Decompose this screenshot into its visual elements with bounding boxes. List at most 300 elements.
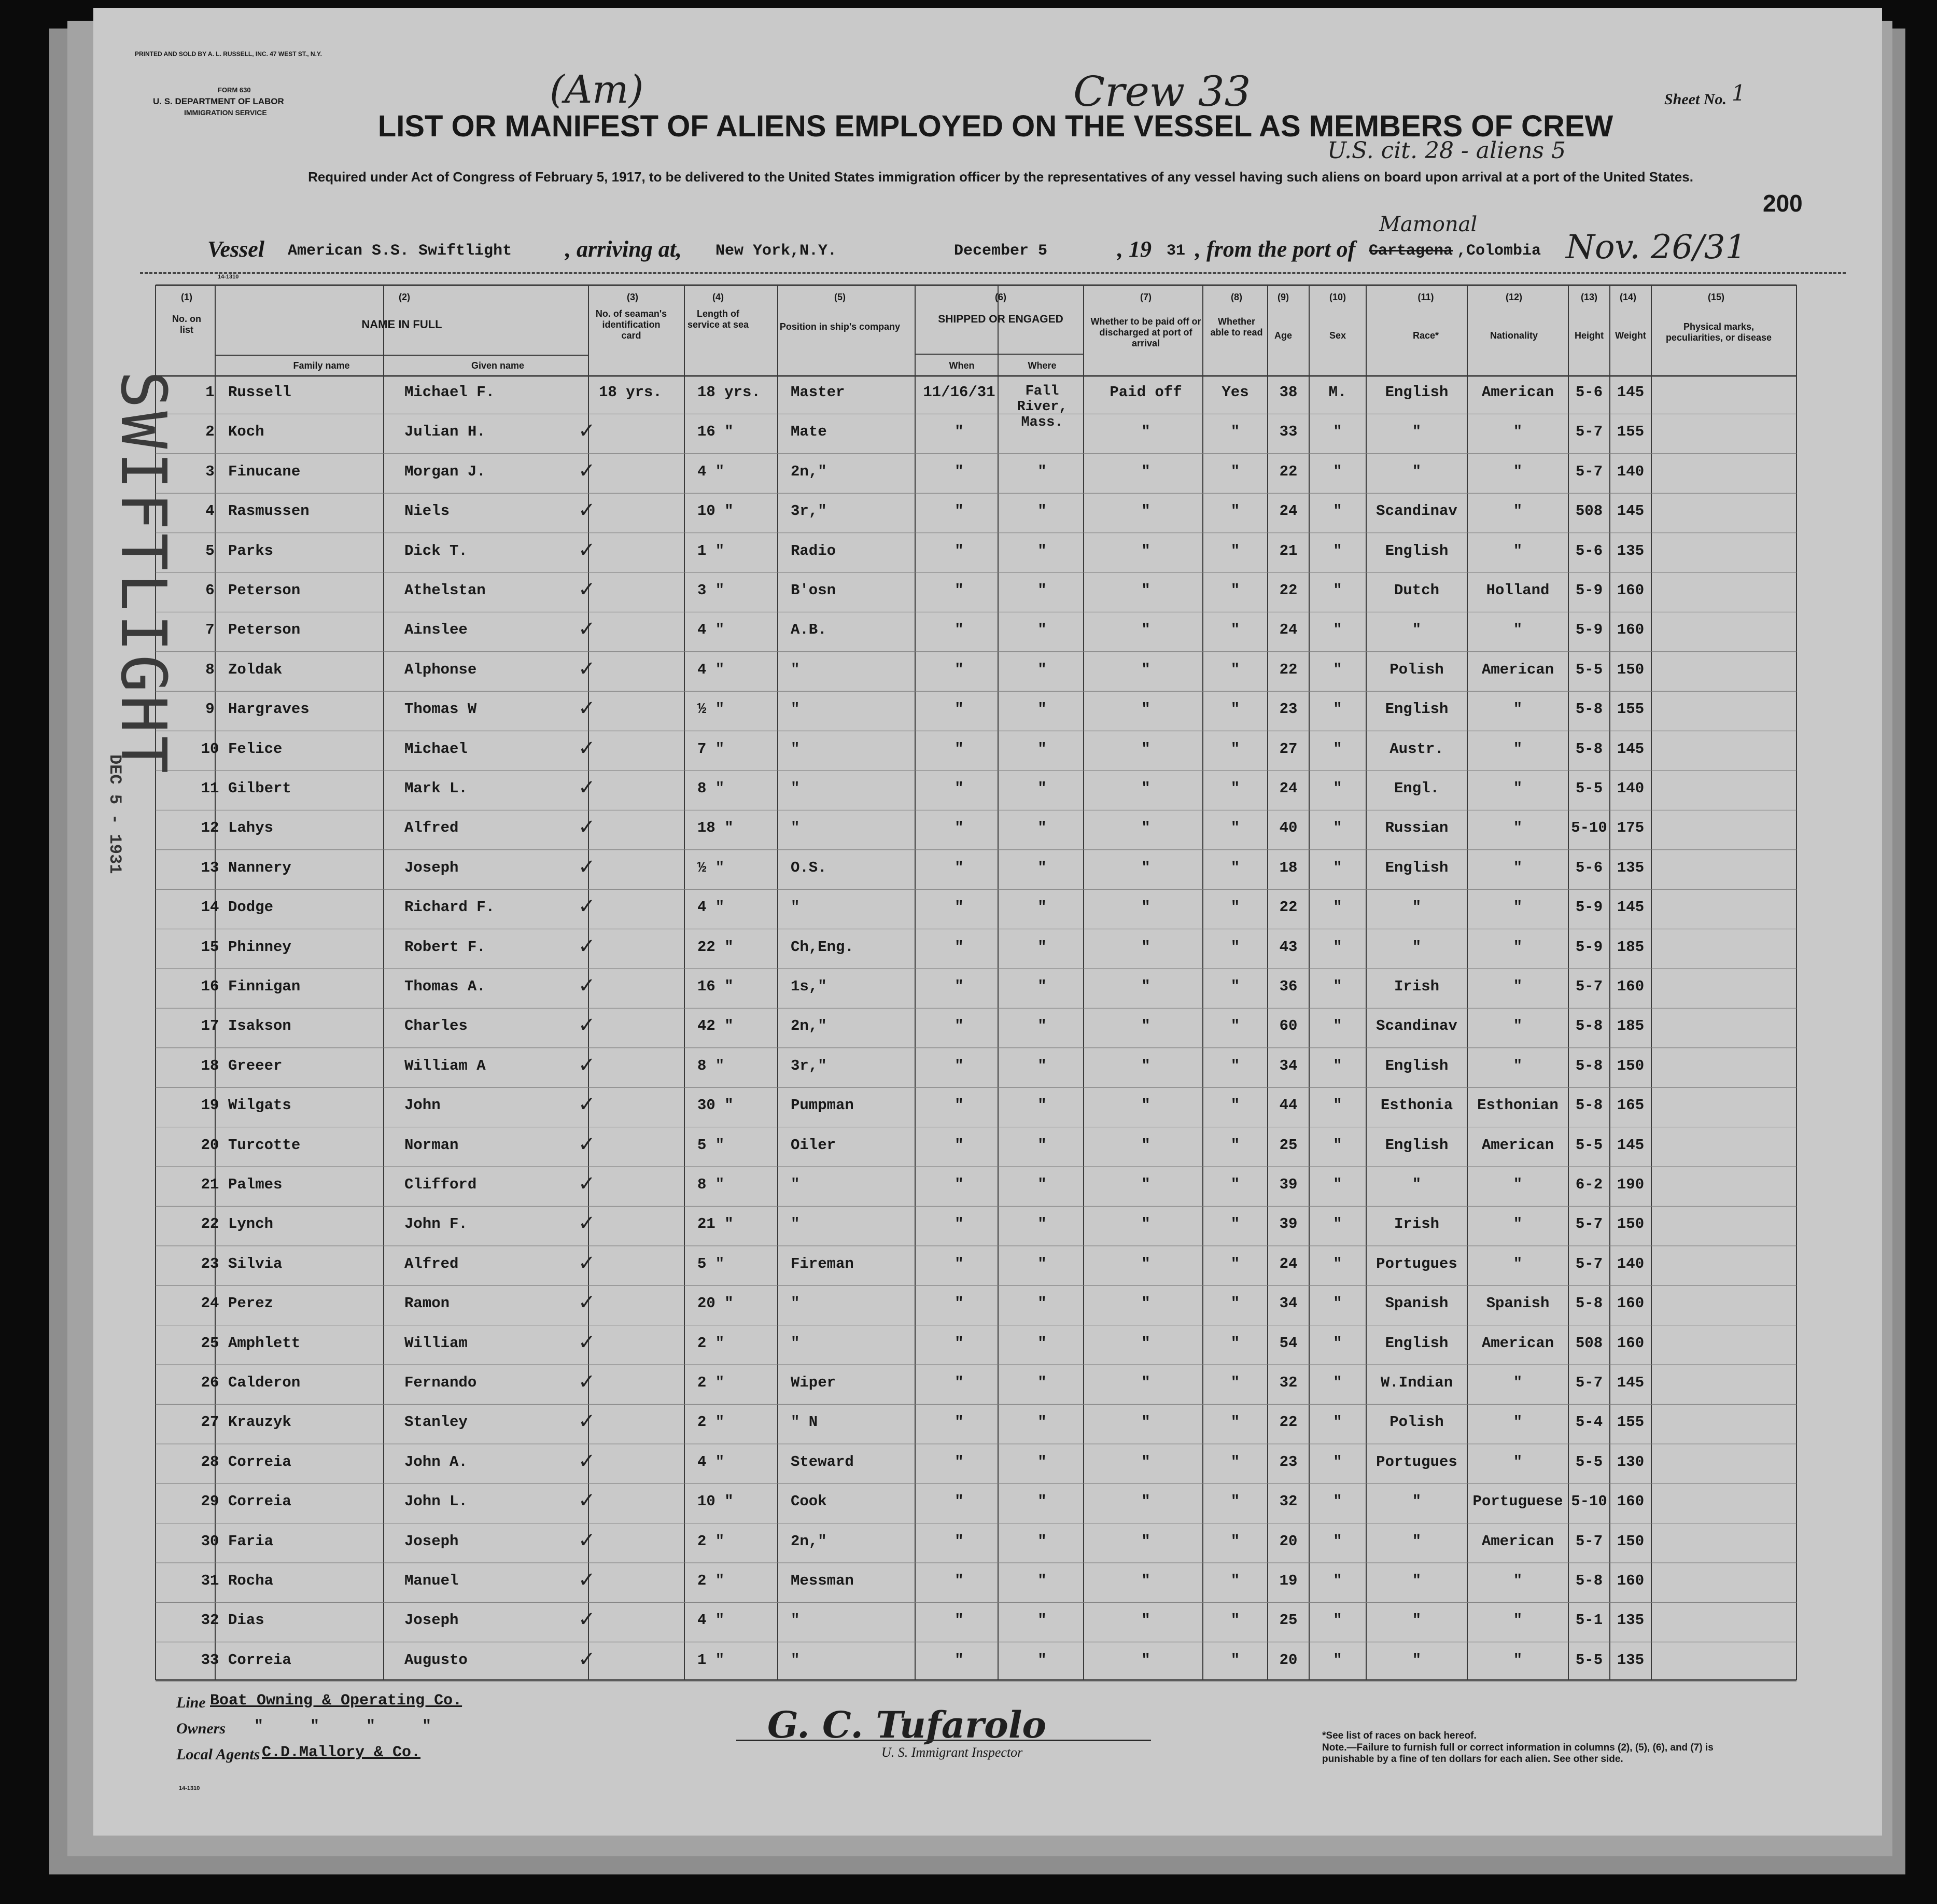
shipped-when: " <box>955 1295 964 1312</box>
family-name: Dodge <box>228 899 274 916</box>
row-number: 4 <box>205 502 215 520</box>
given-name: Morgan J. <box>404 463 486 480</box>
shipped-where: " <box>1037 1295 1047 1312</box>
arrival-port: New York,N.Y. <box>715 242 837 260</box>
height: 5-6 <box>1575 384 1603 401</box>
position: " <box>791 780 800 797</box>
paid-off: " <box>1141 542 1150 559</box>
nationality: American <box>1481 384 1554 401</box>
shipped-where: " <box>1037 1136 1047 1154</box>
shipped-when: " <box>955 1136 964 1154</box>
given-name: Robert F. <box>404 938 486 956</box>
check-mark-icon: ✓ <box>578 855 596 879</box>
row-number: 18 <box>201 1057 219 1074</box>
inspector-label: U. S. Immigrant Inspector <box>881 1745 1023 1760</box>
length-of-service: 8 " <box>697 780 725 797</box>
height: 508 <box>1575 1334 1603 1352</box>
port-correction: Mamonal <box>1379 213 1478 236</box>
age: 44 <box>1279 1097 1298 1114</box>
sex: " <box>1333 1572 1342 1589</box>
given-name: William A <box>404 1057 486 1074</box>
length-of-service: 3 " <box>697 582 725 599</box>
given-name: Augusto <box>404 1651 468 1669</box>
height: 5-9 <box>1575 621 1603 639</box>
able-to-read: " <box>1230 661 1240 678</box>
shipped-when: " <box>955 740 964 758</box>
row-number: 26 <box>201 1374 219 1391</box>
check-mark-icon: ✓ <box>578 934 596 958</box>
shipped-where: " <box>1037 1176 1047 1193</box>
race: Portugues <box>1376 1255 1457 1272</box>
age: 19 <box>1279 1572 1298 1589</box>
arrival-year: 31 <box>1167 242 1186 260</box>
col-num-11: (11) <box>1417 292 1434 302</box>
vessel-name: American S.S. Swiftlight <box>288 242 512 260</box>
check-mark-icon: ✓ <box>578 1568 596 1592</box>
shipped-where: " <box>1037 621 1047 639</box>
sex: " <box>1333 1057 1342 1074</box>
weight: 160 <box>1617 621 1645 639</box>
height: 5-9 <box>1575 938 1603 956</box>
check-mark-icon: ✓ <box>578 1053 596 1077</box>
given-name: Clifford <box>404 1176 477 1193</box>
age: 20 <box>1279 1651 1298 1669</box>
row-number: 22 <box>201 1215 219 1233</box>
family-name: Correia <box>228 1493 291 1510</box>
sex: " <box>1333 938 1342 956</box>
col-num-4: (4) <box>712 292 724 302</box>
sex: " <box>1333 1493 1342 1510</box>
shipped-where: Fall River, Mass. <box>1017 384 1068 430</box>
shipped-where: " <box>1037 899 1047 916</box>
nationality: " <box>1513 780 1523 797</box>
weight: 155 <box>1617 701 1645 718</box>
race: Dutch <box>1394 582 1439 599</box>
row-number: 14 <box>201 899 219 916</box>
length-of-service: ½ " <box>697 701 725 718</box>
sex: " <box>1333 899 1342 916</box>
family-name: Perez <box>228 1295 274 1312</box>
position: Ch,Eng. <box>791 938 854 956</box>
family-name: Krauzyk <box>228 1413 291 1431</box>
length-of-service: 5 " <box>697 1136 725 1154</box>
row-number: 7 <box>205 621 215 639</box>
length-of-service: 8 " <box>697 1176 725 1193</box>
check-mark-icon: ✓ <box>578 498 596 523</box>
family-name: Lahys <box>228 819 274 837</box>
nationality: " <box>1513 1057 1523 1074</box>
shipped-where: " <box>1037 1017 1047 1035</box>
position: Steward <box>791 1453 854 1471</box>
shipped-where: " <box>1037 1334 1047 1352</box>
weight: 155 <box>1617 423 1645 441</box>
age: 22 <box>1279 582 1298 599</box>
nationality: " <box>1513 859 1523 876</box>
height: 5-4 <box>1575 1413 1603 1431</box>
age: 39 <box>1279 1176 1298 1193</box>
able-to-read: " <box>1230 899 1240 916</box>
shipped-where: " <box>1037 1097 1047 1114</box>
length-of-service: 21 " <box>697 1215 734 1233</box>
check-mark-icon: ✓ <box>578 1132 596 1156</box>
paid-off: " <box>1141 1493 1150 1510</box>
age: 60 <box>1279 1017 1298 1035</box>
position: " <box>791 899 800 916</box>
col-num-13: (13) <box>1580 292 1597 302</box>
sex: " <box>1333 1453 1342 1471</box>
position: " <box>791 1334 800 1352</box>
sex: " <box>1333 1612 1342 1629</box>
row-number: 28 <box>201 1453 219 1471</box>
shipped-where: " <box>1037 740 1047 758</box>
crew-annotation: Crew 33 <box>1073 67 1251 116</box>
paid-off: " <box>1141 621 1150 639</box>
race: " <box>1412 1651 1422 1669</box>
given-name: Joseph <box>404 859 459 876</box>
shipped-when: " <box>955 1176 964 1193</box>
paid-off: " <box>1141 978 1150 995</box>
able-to-read: " <box>1230 621 1240 639</box>
nationality: " <box>1513 1572 1523 1589</box>
family-name: Phinney <box>228 938 291 956</box>
family-name: Finnigan <box>228 978 301 995</box>
header-physical-marks: Physical marks, peculiarities, or disease <box>1665 321 1772 343</box>
position: " N <box>791 1413 818 1431</box>
row-number: 8 <box>205 661 215 678</box>
service-name: IMMIGRATION SERVICE <box>184 108 267 117</box>
nationality: " <box>1513 1017 1523 1035</box>
position: B'osn <box>791 582 836 599</box>
shipped-where: " <box>1037 780 1047 797</box>
age: 25 <box>1279 1136 1298 1154</box>
header-where: Where <box>1028 360 1057 371</box>
weight: 145 <box>1617 502 1645 520</box>
family-name: Lynch <box>228 1215 274 1233</box>
row-number: 9 <box>205 701 215 718</box>
length-of-service: 8 " <box>697 1057 725 1074</box>
able-to-read: " <box>1230 859 1240 876</box>
length-of-service: 30 " <box>697 1097 734 1114</box>
shipped-when: " <box>955 1572 964 1589</box>
family-name: Koch <box>228 423 264 441</box>
shipped-where: " <box>1037 938 1047 956</box>
position: A.B. <box>791 621 827 639</box>
check-mark-icon: ✓ <box>578 1013 596 1038</box>
weight: 165 <box>1617 1097 1645 1114</box>
weight: 150 <box>1617 1215 1645 1233</box>
check-mark-icon: ✓ <box>578 736 596 760</box>
family-name: Peterson <box>228 621 301 639</box>
length-of-service: 2 " <box>697 1532 725 1550</box>
check-mark-icon: ✓ <box>578 538 596 562</box>
given-name: Alfred <box>404 1255 459 1272</box>
shipped-where: " <box>1037 1057 1047 1074</box>
height: 5-7 <box>1575 1255 1603 1272</box>
position: Master <box>791 384 845 401</box>
able-to-read: " <box>1230 1572 1240 1589</box>
nationality: " <box>1513 542 1523 559</box>
sex: " <box>1333 819 1342 837</box>
header-nationality: Nationality <box>1490 330 1538 341</box>
family-name: Nannery <box>228 859 291 876</box>
paid-off: " <box>1141 1453 1150 1471</box>
able-to-read: " <box>1230 542 1240 559</box>
weight: 160 <box>1617 1334 1645 1352</box>
paid-off: " <box>1141 1295 1150 1312</box>
shipped-where: " <box>1037 1255 1047 1272</box>
race: " <box>1412 1532 1422 1550</box>
check-mark-icon: ✓ <box>578 1528 596 1552</box>
header-position: Position in ship's company <box>779 321 901 332</box>
shipped-when: " <box>955 1255 964 1272</box>
race: " <box>1412 463 1422 480</box>
paid-off: " <box>1141 1413 1150 1431</box>
race: Russian <box>1385 819 1449 837</box>
position: " <box>791 1651 800 1669</box>
given-name: Joseph <box>404 1612 459 1629</box>
sex: " <box>1333 1651 1342 1669</box>
able-to-read: " <box>1230 1612 1240 1629</box>
sex: " <box>1333 978 1342 995</box>
able-to-read: " <box>1230 1374 1240 1391</box>
check-mark-icon: ✓ <box>578 1211 596 1236</box>
shipped-when: " <box>955 780 964 797</box>
row-number: 11 <box>201 780 219 797</box>
id-card: 18 yrs. <box>599 384 662 401</box>
shipped-when: " <box>955 938 964 956</box>
position: Messman <box>791 1572 854 1589</box>
able-to-read: " <box>1230 1453 1240 1471</box>
header-age: Age <box>1274 330 1292 341</box>
col-num-5: (5) <box>834 292 846 302</box>
struck-port: Cartagena <box>1369 242 1453 260</box>
header-able-read: Whether able to read <box>1210 316 1263 338</box>
given-name: Charles <box>404 1017 468 1035</box>
departure-country: ,Colombia <box>1457 242 1541 260</box>
sex: " <box>1333 1097 1342 1114</box>
paid-off: " <box>1141 1215 1150 1233</box>
row-number: 16 <box>201 978 219 995</box>
able-to-read: " <box>1230 1651 1240 1669</box>
arriving-label: , arriving at, <box>565 236 682 262</box>
shipped-when: " <box>955 978 964 995</box>
family-name: Rasmussen <box>228 502 310 520</box>
shipped-when: 11/16/31 <box>923 384 995 401</box>
able-to-read: " <box>1230 1176 1240 1193</box>
able-to-read: " <box>1230 582 1240 599</box>
shipped-when: " <box>955 1374 964 1391</box>
nationality: Esthonian <box>1477 1097 1559 1114</box>
header-sex: Sex <box>1329 330 1346 341</box>
height: 5-8 <box>1575 740 1603 758</box>
nationality: " <box>1513 978 1523 995</box>
paid-off: " <box>1141 1651 1150 1669</box>
row-number: 19 <box>201 1097 219 1114</box>
header-no-on-list: No. on list <box>172 314 201 335</box>
nationality: " <box>1513 621 1523 639</box>
shipped-where: " <box>1037 701 1047 718</box>
nationality: American <box>1481 661 1554 678</box>
weight: 185 <box>1617 938 1645 956</box>
sex: " <box>1333 1017 1342 1035</box>
height: 5-7 <box>1575 1532 1603 1550</box>
height: 5-10 <box>1571 819 1607 837</box>
paid-off: " <box>1141 780 1150 797</box>
given-name: Dick T. <box>404 542 468 559</box>
weight: 140 <box>1617 1255 1645 1272</box>
given-name: Fernando <box>404 1374 477 1391</box>
shipped-when: " <box>955 1097 964 1114</box>
page-title: LIST OR MANIFEST OF ALIENS EMPLOYED ON THE VESSEL AS MEMBERS OF CREW <box>377 109 1613 143</box>
length-of-service: 18 " <box>697 819 734 837</box>
given-name: Richard F. <box>404 899 495 916</box>
position: 2n," <box>791 1017 827 1035</box>
col-num-9: (9) <box>1278 292 1289 302</box>
position: Wiper <box>791 1374 836 1391</box>
age: 22 <box>1279 899 1298 916</box>
inspector-signature: G. C. Tufarolo <box>767 1703 1047 1746</box>
age: 38 <box>1279 384 1298 401</box>
year-label: , 19 <box>1117 236 1152 262</box>
weight: 160 <box>1617 978 1645 995</box>
given-name: Alfred <box>404 819 459 837</box>
row-number: 17 <box>201 1017 219 1035</box>
weight: 190 <box>1617 1176 1645 1193</box>
check-mark-icon: ✓ <box>578 1093 596 1117</box>
nationality: " <box>1513 899 1523 916</box>
age: 24 <box>1279 621 1298 639</box>
sex: " <box>1333 1255 1342 1272</box>
weight: 160 <box>1617 1295 1645 1312</box>
height: 5-8 <box>1575 1295 1603 1312</box>
header-id-card: No. of seaman's identification card <box>595 309 667 341</box>
age: 40 <box>1279 819 1298 837</box>
paid-off: " <box>1141 859 1150 876</box>
race: " <box>1412 899 1422 916</box>
weight: 145 <box>1617 740 1645 758</box>
position: " <box>791 1176 800 1193</box>
length-of-service: 42 " <box>697 1017 734 1035</box>
age: 54 <box>1279 1334 1298 1352</box>
col-num-6: (6) <box>995 292 1006 302</box>
paid-off: " <box>1141 1017 1150 1035</box>
row-number: 32 <box>201 1612 219 1629</box>
nationality: Spanish <box>1486 1295 1550 1312</box>
able-to-read: " <box>1230 1413 1240 1431</box>
race: Scandinav <box>1376 502 1457 520</box>
age: 32 <box>1279 1493 1298 1510</box>
shipped-where: " <box>1037 1374 1047 1391</box>
family-name: Silvia <box>228 1255 283 1272</box>
nationality: " <box>1513 1413 1523 1431</box>
form-code: 14-1310 <box>218 274 239 280</box>
agents-value: C.D.Mallory & Co. <box>262 1744 421 1761</box>
shipped-where: " <box>1037 1493 1047 1510</box>
position: 2n," <box>791 463 827 480</box>
given-name: Michael F. <box>404 384 495 401</box>
height: 5-6 <box>1575 542 1603 559</box>
nationality: Portuguese <box>1472 1493 1563 1510</box>
length-of-service: 10 " <box>697 502 734 520</box>
shipped-when: " <box>955 423 964 441</box>
shipped-when: " <box>955 1017 964 1035</box>
line-value: Boat Owning & Operating Co. <box>210 1692 462 1710</box>
sex: " <box>1333 582 1342 599</box>
weight: 150 <box>1617 661 1645 678</box>
row-number: 20 <box>201 1136 219 1154</box>
weight: 185 <box>1617 1017 1645 1035</box>
length-of-service: 4 " <box>697 661 725 678</box>
row-number: 12 <box>201 819 219 837</box>
weight: 145 <box>1617 1374 1645 1391</box>
paid-off: " <box>1141 1136 1150 1154</box>
shipped-when: " <box>955 899 964 916</box>
check-mark-icon: ✓ <box>578 1330 596 1354</box>
length-of-service: 5 " <box>697 1255 725 1272</box>
department-name: U. S. DEPARTMENT OF LABOR <box>153 96 284 106</box>
check-mark-icon: ✓ <box>578 696 596 721</box>
check-mark-icon: ✓ <box>578 1489 596 1513</box>
family-name: Palmes <box>228 1176 283 1193</box>
owners-value: " " " " <box>254 1718 432 1735</box>
check-mark-icon: ✓ <box>578 974 596 998</box>
paid-off: " <box>1141 1532 1150 1550</box>
nationality: American <box>1481 1136 1554 1154</box>
paid-off: " <box>1141 701 1150 718</box>
shipped-when: " <box>955 1453 964 1471</box>
departure-date-note: Nov. 26/31 <box>1566 228 1747 267</box>
sex: " <box>1333 1532 1342 1550</box>
able-to-read: " <box>1230 1334 1240 1352</box>
row-number: 6 <box>205 582 215 599</box>
able-to-read: " <box>1230 1255 1240 1272</box>
weight: 135 <box>1617 1612 1645 1629</box>
height: 5-1 <box>1575 1612 1603 1629</box>
weight: 140 <box>1617 463 1645 480</box>
given-name: Julian H. <box>404 423 486 441</box>
height: 5-8 <box>1575 1057 1603 1074</box>
sex: " <box>1333 661 1342 678</box>
paid-off: " <box>1141 1612 1150 1629</box>
nationality: " <box>1513 1255 1523 1272</box>
age: 32 <box>1279 1374 1298 1391</box>
shipped-when: " <box>955 582 964 599</box>
row-number: 25 <box>201 1334 219 1352</box>
am-annotation: (Am) <box>550 67 644 112</box>
check-mark-icon: ✓ <box>578 617 596 641</box>
race: Austr. <box>1389 740 1444 758</box>
header-weight: Weight <box>1615 330 1646 341</box>
shipped-where: " <box>1037 542 1047 559</box>
height: 5-7 <box>1575 1374 1603 1391</box>
shipped-when: " <box>955 859 964 876</box>
shipped-when: " <box>955 621 964 639</box>
able-to-read: " <box>1230 701 1240 718</box>
header-family-name: Family name <box>293 360 350 371</box>
col-num-10: (10) <box>1329 292 1346 302</box>
sex: " <box>1333 859 1342 876</box>
position: 2n," <box>791 1532 827 1550</box>
shipped-when: " <box>955 542 964 559</box>
shipped-where: " <box>1037 1215 1047 1233</box>
age: 22 <box>1279 1413 1298 1431</box>
paid-off: " <box>1141 1057 1150 1074</box>
race: W.Indian <box>1380 1374 1453 1391</box>
weight: 160 <box>1617 1572 1645 1589</box>
position: 1s," <box>791 978 827 995</box>
shipped-when: " <box>955 661 964 678</box>
family-name: Amphlett <box>228 1334 301 1352</box>
